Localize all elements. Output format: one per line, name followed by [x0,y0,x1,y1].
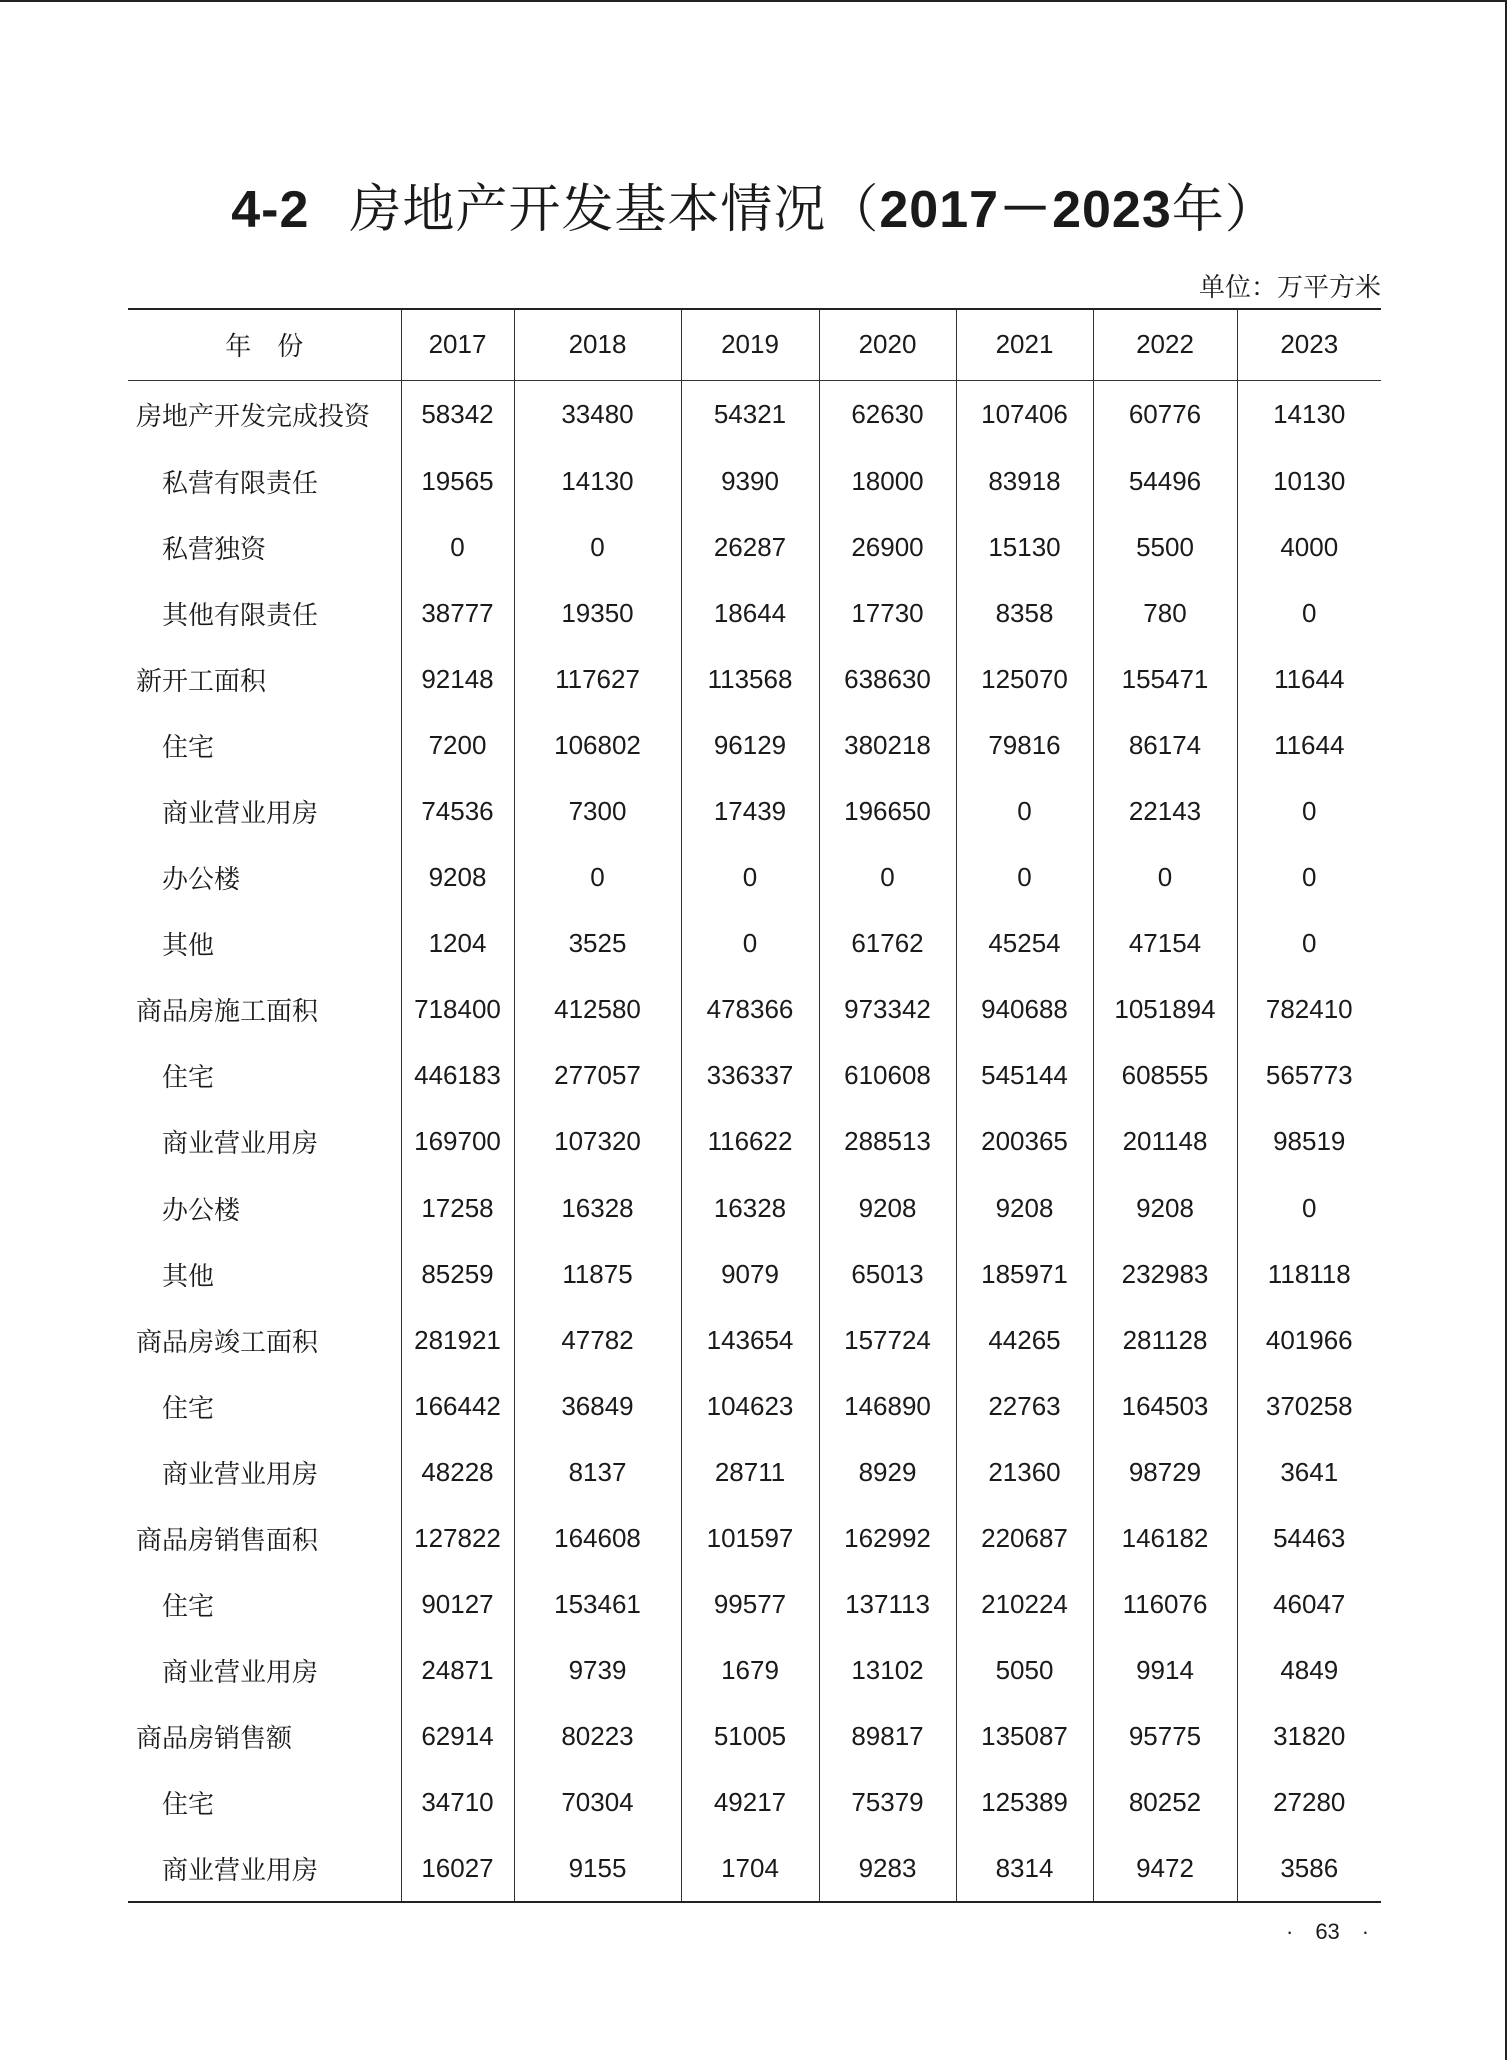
cell-value: 11875 [514,1241,681,1307]
cell-value: 780 [1093,580,1237,646]
row-label: 商品房施工面积 [136,996,319,1027]
cell-value: 0 [819,845,956,911]
row-label: 办公楼 [162,1194,241,1225]
cell-value: 99577 [681,1572,819,1638]
table-row [128,1770,1381,1836]
cell-value: 5050 [956,1638,1093,1704]
table-row [128,1836,1381,1902]
cell-value: 5500 [1093,514,1237,580]
cell-value: 89817 [819,1704,956,1770]
cell-value: 3641 [1237,1439,1381,1505]
cell-value: 85259 [401,1241,514,1307]
cell-value: 15130 [956,514,1093,580]
cell-value: 28711 [681,1439,819,1505]
cell-value: 200365 [956,1109,1093,1175]
cell-value: 9390 [681,448,819,514]
table-row [128,1109,1381,1175]
cell-value: 185971 [956,1241,1093,1307]
table-row [128,1572,1381,1638]
cell-value: 116622 [681,1109,819,1175]
row-label: 私营独资 [162,533,267,564]
cell-value: 9208 [1093,1175,1237,1241]
cell-value: 7300 [514,778,681,844]
cell-value: 0 [1237,1175,1381,1241]
table-row [128,646,1381,712]
table-row [128,1307,1381,1373]
cell-value: 95775 [1093,1704,1237,1770]
cell-value: 164503 [1093,1373,1237,1439]
cell-value: 565773 [1237,1043,1381,1109]
cell-value: 58342 [401,380,514,448]
cell-value: 22763 [956,1373,1093,1439]
row-label: 新开工面积 [136,665,267,696]
cell-value: 281921 [401,1307,514,1373]
cell-value: 135087 [956,1704,1093,1770]
cell-value: 380218 [819,712,956,778]
cell-value: 1704 [681,1836,819,1902]
row-label: 其他 [162,1260,215,1291]
row-label: 私营有限责任 [162,467,319,498]
cell-value: 9914 [1093,1638,1237,1704]
cell-value: 0 [1093,845,1237,911]
cell-value: 610608 [819,1043,956,1109]
cell-value: 169700 [401,1109,514,1175]
cell-value: 196650 [819,778,956,844]
cell-value: 137113 [819,1572,956,1638]
row-label: 住宅 [162,1392,215,1423]
cell-value: 1679 [681,1638,819,1704]
page-number: · 63 · [1286,1919,1370,1944]
header-year: 2022 [1093,309,1237,380]
cell-value: 0 [514,514,681,580]
row-label: 其他 [162,930,215,961]
cell-value: 33480 [514,380,681,448]
cell-value: 162992 [819,1506,956,1572]
cell-value: 113568 [681,646,819,712]
cell-value: 27280 [1237,1770,1381,1836]
cell-value: 940688 [956,977,1093,1043]
cell-value: 26287 [681,514,819,580]
cell-value: 446183 [401,1043,514,1109]
header-year: 2023 [1237,309,1381,380]
cell-value: 54496 [1093,448,1237,514]
row-label: 住宅 [162,1591,215,1622]
row-label: 商业营业用房 [162,1657,319,1688]
table-row [128,977,1381,1043]
cell-value: 10130 [1237,448,1381,514]
table-row [128,1439,1381,1505]
cell-value: 61762 [819,911,956,977]
cell-value: 8358 [956,580,1093,646]
cell-value: 107320 [514,1109,681,1175]
cell-value: 74536 [401,778,514,844]
cell-value: 19350 [514,580,681,646]
cell-value: 0 [1237,778,1381,844]
cell-value: 143654 [681,1307,819,1373]
header-year-label: 年 份 [128,309,401,380]
cell-value: 9155 [514,1836,681,1902]
cell-value: 45254 [956,911,1093,977]
cell-value: 107406 [956,380,1093,448]
cell-value: 79816 [956,712,1093,778]
row-label: 商业营业用房 [162,1458,319,1489]
cell-value: 4849 [1237,1638,1381,1704]
cell-value: 17730 [819,580,956,646]
cell-value: 86174 [1093,712,1237,778]
cell-value: 288513 [819,1109,956,1175]
cell-value: 106802 [514,712,681,778]
cell-value: 8929 [819,1439,956,1505]
table-row [128,448,1381,514]
row-label: 住宅 [162,1789,215,1820]
cell-value: 16328 [514,1175,681,1241]
cell-value: 336337 [681,1043,819,1109]
cell-value: 3586 [1237,1836,1381,1902]
table-row [128,1241,1381,1307]
cell-value: 9208 [956,1175,1093,1241]
row-label: 商业营业用房 [162,798,319,829]
cell-value: 0 [681,911,819,977]
row-label: 商品房竣工面积 [136,1326,319,1357]
cell-value: 0 [1237,845,1381,911]
cell-value: 116076 [1093,1572,1237,1638]
cell-value: 718400 [401,977,514,1043]
cell-value: 47154 [1093,911,1237,977]
row-label: 商业营业用房 [162,1128,319,1159]
cell-value: 34710 [401,1770,514,1836]
cell-value: 0 [956,778,1093,844]
cell-value: 9739 [514,1638,681,1704]
header-year: 2021 [956,309,1093,380]
row-label: 商品房销售面积 [136,1525,319,1556]
row-label: 办公楼 [162,864,241,895]
cell-value: 54463 [1237,1506,1381,1572]
cell-value: 127822 [401,1506,514,1572]
cell-value: 117627 [514,646,681,712]
cell-value: 24871 [401,1638,514,1704]
cell-value: 49217 [681,1770,819,1836]
cell-value: 0 [401,514,514,580]
cell-value: 17258 [401,1175,514,1241]
cell-value: 281128 [1093,1307,1237,1373]
cell-value: 155471 [1093,646,1237,712]
cell-value: 36849 [514,1373,681,1439]
cell-value: 412580 [514,977,681,1043]
cell-value: 14130 [1237,380,1381,448]
header-year: 2019 [681,309,819,380]
cell-value: 125070 [956,646,1093,712]
table-name: 房地产开发基本情况（ [349,181,880,239]
cell-value: 8314 [956,1836,1093,1902]
cell-value: 401966 [1237,1307,1381,1373]
cell-value: 22143 [1093,778,1237,844]
cell-value: 0 [956,845,1093,911]
cell-value: 31820 [1237,1704,1381,1770]
cell-value: 478366 [681,977,819,1043]
row-label: 住宅 [162,1062,215,1093]
cell-value: 92148 [401,646,514,712]
cell-value: 14130 [514,448,681,514]
row-label: 商业营业用房 [162,1855,319,1886]
header-year: 2018 [514,309,681,380]
cell-value: 146890 [819,1373,956,1439]
cell-value: 125389 [956,1770,1093,1836]
cell-value: 0 [681,845,819,911]
table-row [128,1506,1381,1572]
cell-value: 96129 [681,712,819,778]
cell-value: 0 [514,845,681,911]
cell-value: 164608 [514,1506,681,1572]
cell-value: 26900 [819,514,956,580]
cell-value: 17439 [681,778,819,844]
cell-value: 98519 [1237,1109,1381,1175]
header-year: 2020 [819,309,956,380]
cell-value: 21360 [956,1439,1093,1505]
cell-value: 104623 [681,1373,819,1439]
cell-value: 75379 [819,1770,956,1836]
cell-value: 4000 [1237,514,1381,580]
cell-value: 118118 [1237,1241,1381,1307]
cell-value: 38777 [401,580,514,646]
cell-value: 232983 [1093,1241,1237,1307]
cell-value: 277057 [514,1043,681,1109]
table-row [128,1638,1381,1704]
cell-value: 62914 [401,1704,514,1770]
cell-value: 11644 [1237,646,1381,712]
cell-value: 80223 [514,1704,681,1770]
cell-value: 9472 [1093,1836,1237,1902]
cell-value: 153461 [514,1572,681,1638]
page-title [0,178,1509,242]
cell-value: 9079 [681,1241,819,1307]
table-row [128,845,1381,911]
cell-value: 16027 [401,1836,514,1902]
cell-value: 83918 [956,448,1093,514]
row-label: 住宅 [162,731,215,762]
cell-value: 18644 [681,580,819,646]
table-row [128,1043,1381,1109]
table-row [128,911,1381,977]
cell-value: 47782 [514,1307,681,1373]
row-label: 房地产开发完成投资 [136,400,371,431]
cell-value: 9208 [401,845,514,911]
cell-value: 782410 [1237,977,1381,1043]
table-row [128,514,1381,580]
cell-value: 1051894 [1093,977,1237,1043]
table-row [128,1704,1381,1770]
table-row [128,380,1381,448]
cell-value: 545144 [956,1043,1093,1109]
row-label: 其他有限责任 [162,599,319,630]
table-title-suffix: 年） [1171,181,1278,239]
cell-value: 13102 [819,1638,956,1704]
cell-value: 973342 [819,977,956,1043]
cell-value: 146182 [1093,1506,1237,1572]
cell-value: 16328 [681,1175,819,1241]
cell-value: 101597 [681,1506,819,1572]
cell-value: 7200 [401,712,514,778]
data-table [128,308,1381,1903]
cell-value: 70304 [514,1770,681,1836]
cell-value: 51005 [681,1704,819,1770]
cell-value: 638630 [819,646,956,712]
cell-value: 90127 [401,1572,514,1638]
cell-value: 1204 [401,911,514,977]
cell-value: 8137 [514,1439,681,1505]
cell-value: 9283 [819,1836,956,1902]
table-header-row [128,309,1381,380]
cell-value: 220687 [956,1506,1093,1572]
table-row [128,712,1381,778]
cell-value: 48228 [401,1439,514,1505]
cell-value: 62630 [819,380,956,448]
cell-value: 11644 [1237,712,1381,778]
cell-value: 210224 [956,1572,1093,1638]
table-row [128,1175,1381,1241]
table-row [128,778,1381,844]
header-year: 2017 [401,309,514,380]
cell-value: 19565 [401,448,514,514]
cell-value: 18000 [819,448,956,514]
cell-value: 201148 [1093,1109,1237,1175]
cell-value: 80252 [1093,1770,1237,1836]
cell-value: 44265 [956,1307,1093,1373]
cell-value: 608555 [1093,1043,1237,1109]
cell-value: 60776 [1093,380,1237,448]
cell-value: 54321 [681,380,819,448]
cell-value: 370258 [1237,1373,1381,1439]
unit-label: 单位：万平方米 [1198,272,1381,302]
cell-value: 9208 [819,1175,956,1241]
table-row [128,1373,1381,1439]
table-number: 4-2 [231,181,310,239]
cell-value: 3525 [514,911,681,977]
table-row [128,580,1381,646]
cell-value: 157724 [819,1307,956,1373]
cell-value: 98729 [1093,1439,1237,1505]
cell-value: 0 [1237,580,1381,646]
cell-value: 46047 [1237,1572,1381,1638]
row-label: 商品房销售额 [136,1723,293,1754]
cell-value: 0 [1237,911,1381,977]
table-years: 2017－2023 [879,181,1172,239]
cell-value: 65013 [819,1241,956,1307]
cell-value: 166442 [401,1373,514,1439]
